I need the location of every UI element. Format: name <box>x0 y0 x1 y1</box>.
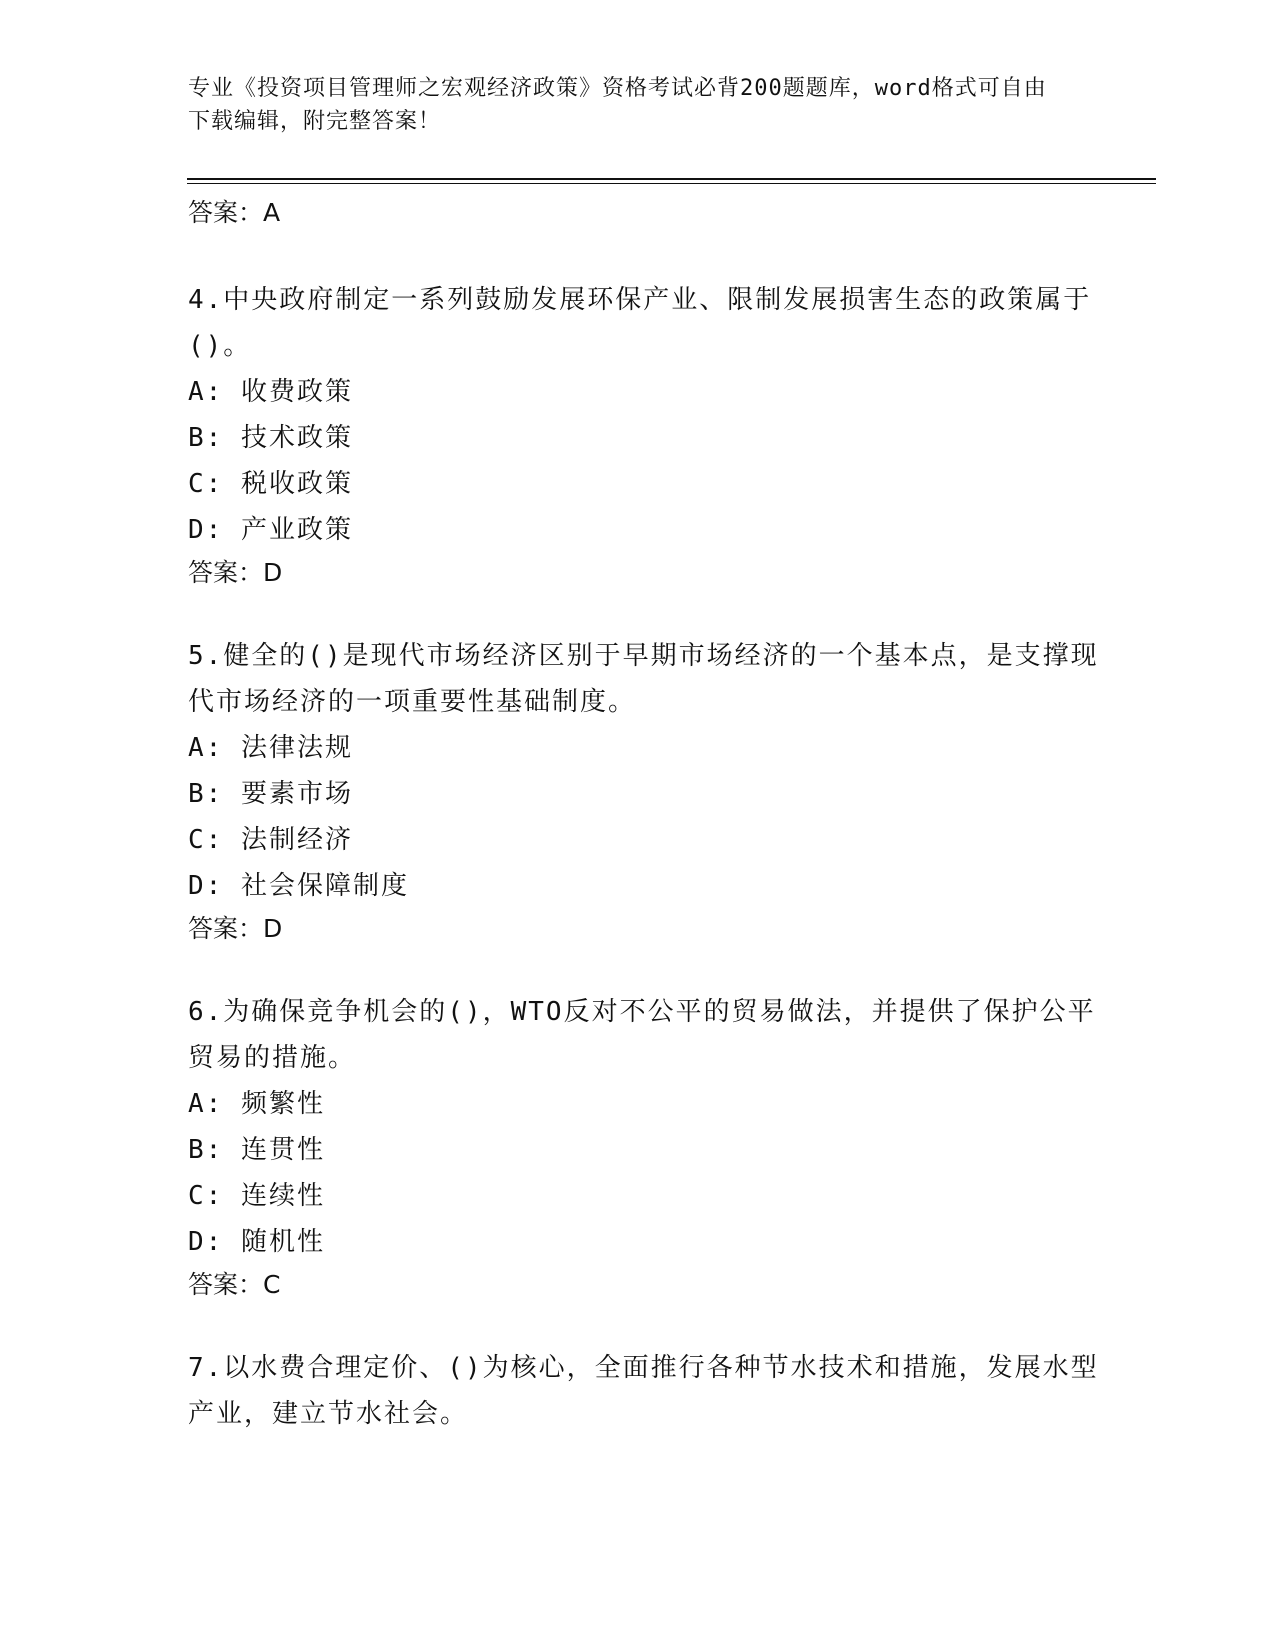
question-text: 5.健全的()是现代市场经济区别于早期市场经济的一个基本点，是支撑现代市场经济的一项重要性基础制度。 <box>188 641 1099 717</box>
option-b: B: 技术政策 <box>188 423 353 453</box>
answer-line: 答案：C <box>188 1270 281 1299</box>
question-text: 4.中央政府制定一系列鼓励发展环保产业、限制发展损害生态的政策属于()。 <box>188 285 1092 361</box>
question-block <box>188 989 1108 1305</box>
question-text: 7.以水费合理定价、()为核心，全面推行各种节水技术和措施，发展水型产业，建立节水社会。 <box>188 1353 1099 1429</box>
option-d: D: 社会保障制度 <box>188 871 409 901</box>
option-b: B: 要素市场 <box>188 779 353 809</box>
answer-line: 答案：D <box>188 914 283 943</box>
option-c: C: 连续性 <box>188 1181 325 1211</box>
option-a: A: 收费政策 <box>188 377 353 407</box>
question-text: 6.为确保竞争机会的()，WTO反对不公平的贸易做法，并提供了保护公平贸易的措施。 <box>188 997 1096 1073</box>
option-d: D: 产业政策 <box>188 515 353 545</box>
option-c: C: 法制经济 <box>188 825 353 855</box>
question-block <box>188 1345 1108 1437</box>
option-a: A: 法律法规 <box>188 733 353 763</box>
question-block <box>188 633 1108 949</box>
header-rule-thick <box>187 178 1156 180</box>
option-c: C: 税收政策 <box>188 469 353 499</box>
option-b: B: 连贯性 <box>188 1135 325 1165</box>
question-block <box>188 277 1108 593</box>
document-header: 专业《投资项目管理师之宏观经济政策》资格考试必背200题题库，word格式可自由下载编辑，附完整答案！ <box>188 76 1047 134</box>
answer-line: 答案：D <box>188 558 283 587</box>
option-a: A: 频繁性 <box>188 1089 325 1119</box>
option-d: D: 随机性 <box>188 1227 325 1257</box>
question-list <box>188 193 1108 1437</box>
header-rule-thin <box>187 183 1156 184</box>
answer-line: 答案：A <box>188 198 281 227</box>
